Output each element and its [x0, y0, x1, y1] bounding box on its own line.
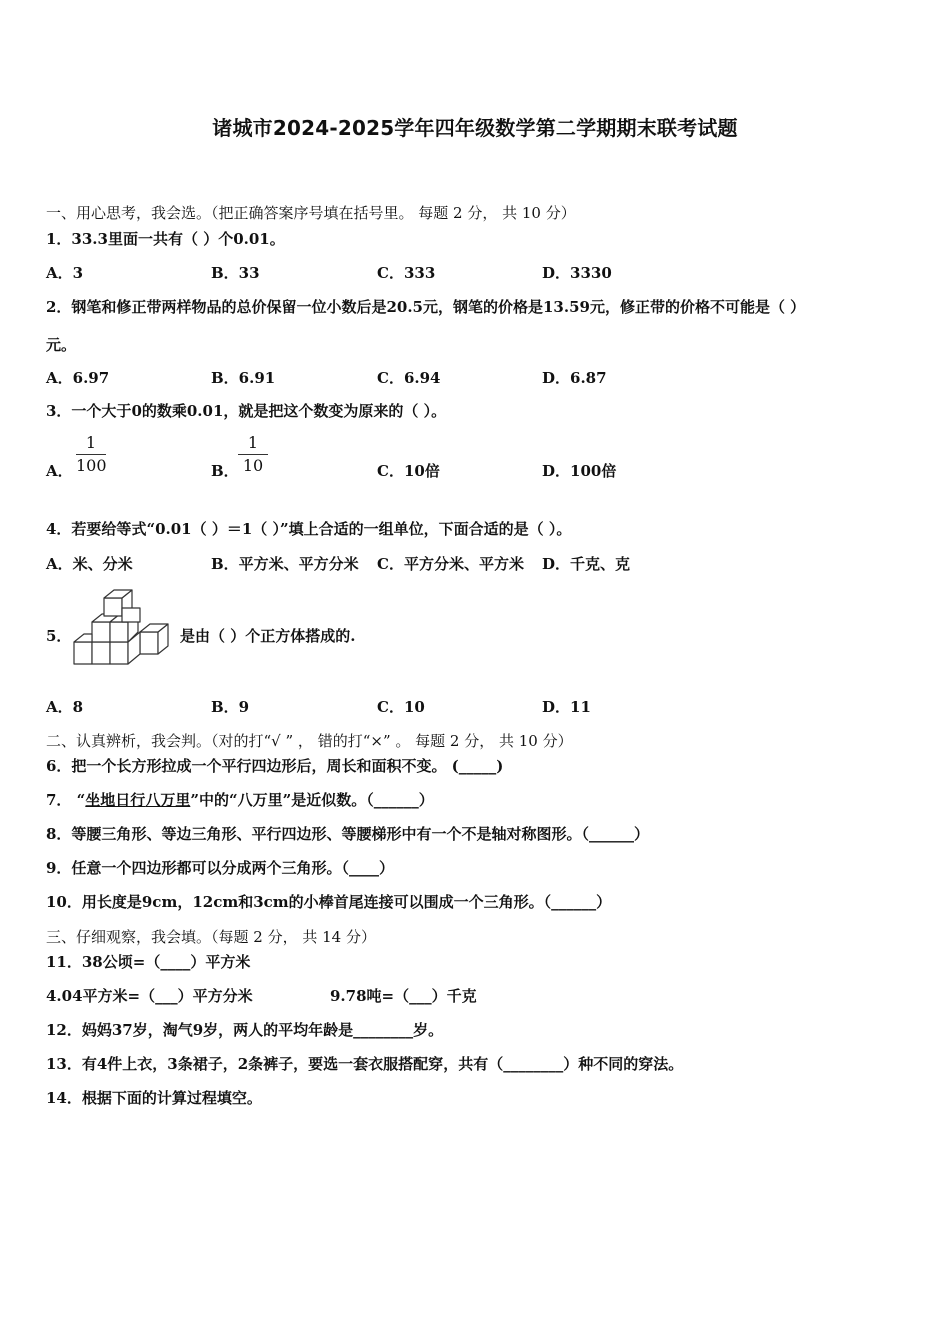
cube-face	[110, 642, 128, 664]
q5-option-c: C．10	[377, 698, 425, 716]
q2-option-c: C．6.94	[377, 369, 441, 387]
q3-stem: 3．一个大于0的数乘0.01，就是把这个数变为原来的（ ）。	[46, 402, 447, 420]
q4-stem: 4．若要给等式“0.01（ ）＝1（ ）”填上合适的一组单位，下面合适的是（ ）。	[46, 520, 572, 538]
fraction-numerator: 1	[85, 433, 97, 452]
cube-stack-figure	[70, 584, 174, 670]
cube-face	[92, 642, 110, 664]
cube-face	[140, 632, 158, 654]
q2-stem-line1: 2．钢笔和修正带两样物品的总价保留一位小数后是20.5元，钢笔的价格是13.59元，修正带的价格不可能是（ ）	[46, 298, 806, 316]
q1-option-d: D．3330	[542, 264, 612, 282]
q12: 12．妈妈37岁，淘气9岁，两人的平均年龄是________岁。	[46, 1021, 444, 1039]
q2-stem-line2: 元。	[46, 336, 77, 354]
q5-option-a: A．8	[46, 698, 84, 716]
cube-face	[74, 642, 92, 664]
fraction-bar	[76, 454, 106, 455]
q2-option-a: A．6.97	[46, 369, 110, 387]
fraction-denominator: 10	[242, 456, 264, 475]
q6: 6．把一个长方形拉成一个平行四边形后，周长和面积不变。 (_____)	[46, 757, 504, 775]
q4-option-c: C．平方分米、平方米	[377, 555, 524, 573]
q2-option-b: B．6.91	[211, 369, 276, 387]
q7	[46, 789, 434, 810]
cube-top	[74, 634, 92, 642]
q4-option-a: A．米、分米	[46, 555, 133, 573]
q3-option-c: C．10倍	[377, 462, 440, 480]
q5-stem: 是由（ ）个正方体搭成的.	[180, 627, 356, 645]
q5-number: 5．	[46, 627, 72, 645]
q1-option-b: B．33	[211, 264, 260, 282]
q11-part-a: 11．38公顷=（____）平方米	[46, 953, 251, 971]
q11-part-b: 4.04平方米=（___）平方分米	[46, 987, 253, 1005]
q3-option-b-fraction	[238, 434, 268, 475]
fraction-numerator: 1	[247, 433, 259, 452]
q2-option-d: D．6.87	[542, 369, 607, 387]
fraction-bar	[238, 454, 268, 455]
fraction-denominator: 100	[76, 456, 107, 475]
q10: 10．用长度是9cm，12cm和3cm的小棒首尾连接可以围成一个三角形。（______）	[46, 893, 612, 911]
q3-option-d: D．100倍	[542, 462, 617, 480]
page-title: 诸城市2024-2025学年四年级数学第二学期期末联考试题	[212, 116, 738, 140]
q5-option-b: B．9	[211, 698, 250, 716]
q8: 8．等腰三角形、等边三角形、平行四边形、等腰梯形中有一个不是轴对称图形。（______）	[46, 825, 649, 843]
section1-heading: 一、用心思考，我会选。（把正确答案序号填在括号里。 每题 2 分， 共 10 分）	[46, 204, 576, 222]
section2-heading: 二、认真辨析，我会判。（对的打“√ ” ， 错的打“×” 。 每题 2 分， 共 10 分）	[46, 732, 573, 750]
q14: 14．根据下面的计算过程填空。	[46, 1089, 262, 1107]
q5-option-d: D．11	[542, 698, 591, 716]
q9: 9．任意一个四边形都可以分成两个三角形。（____）	[46, 859, 394, 877]
q3-option-a-label: A．	[46, 462, 73, 480]
q3-option-a-fraction	[76, 434, 106, 475]
cube-face	[104, 598, 122, 616]
q7-suffix: ”中的“八万里”是近似数。（______）	[190, 791, 434, 809]
q11-part-c: 9.78吨=（___）千克	[330, 987, 477, 1005]
q1-stem: 1．33.3里面一共有（ ）个0.01。	[46, 230, 285, 248]
q4-option-d: D．千克、克	[542, 555, 631, 573]
q7-underlined-1: 坐地日行	[85, 791, 146, 809]
cube-face	[110, 622, 128, 642]
cube-face	[122, 608, 140, 622]
q7-prefix: 7． “	[46, 791, 86, 809]
q13: 13．有4件上衣，3条裙子，2条裤子，要选一套衣服搭配穿，共有（________）种不同的穿法。	[46, 1055, 684, 1073]
q3-option-b-label: B．	[211, 462, 239, 480]
cube-face	[92, 622, 110, 642]
section3-heading: 三、仔细观察，我会填。（每题 2 分， 共 14 分）	[46, 928, 376, 946]
q1-option-c: C．333	[377, 264, 436, 282]
q4-option-b: B．平方米、平方分米	[211, 555, 359, 573]
q1-option-a: A．3	[46, 264, 84, 282]
q7-underlined-2: 八万里	[145, 791, 191, 809]
